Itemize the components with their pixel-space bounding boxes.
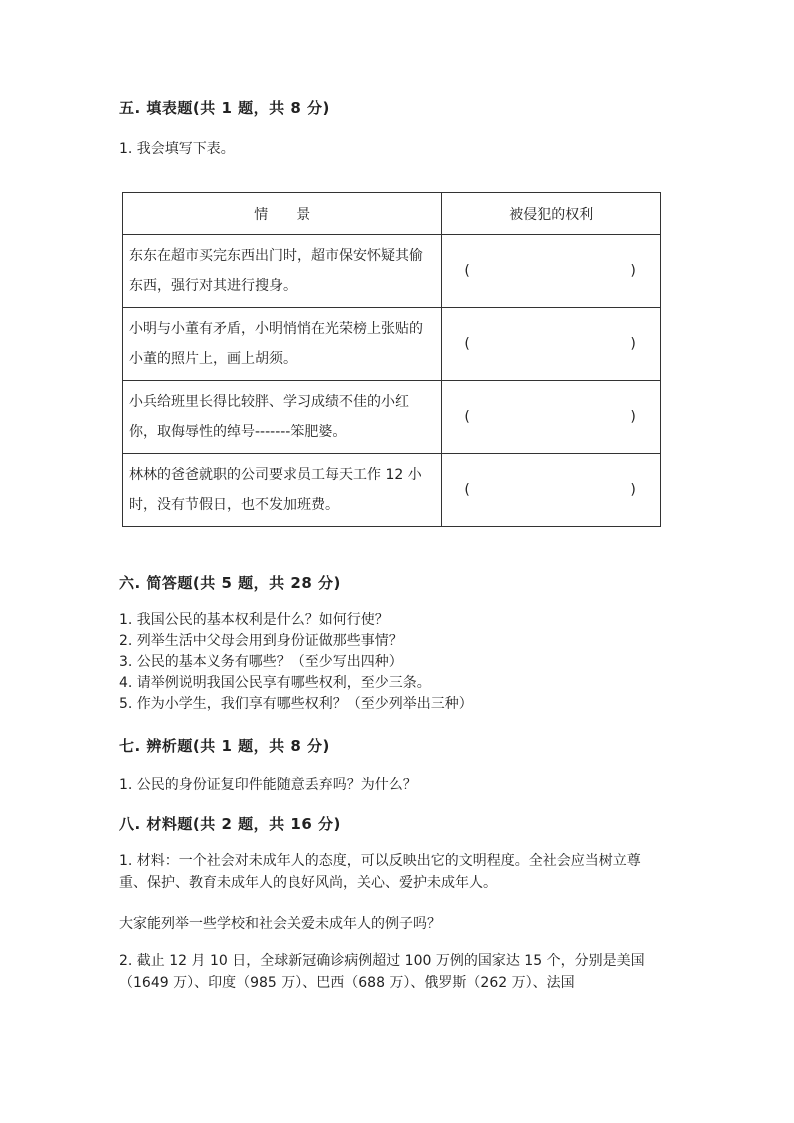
section-8-heading: 八. 材料题(共 2 题，共 16 分) (119, 815, 341, 833)
short-answer-list (119, 610, 473, 715)
answer-cell[interactable] (442, 454, 661, 527)
answer-cell[interactable] (442, 235, 661, 308)
section-5-question: 1. 我会填写下表。 (119, 141, 235, 157)
answer-cell[interactable] (442, 308, 661, 381)
header-scene: 情 景 (123, 193, 442, 235)
list-item: 2. 列举生活中父母会用到身份证做那些事情？ (119, 633, 403, 649)
list-item: 1. 我国公民的基本权利是什么？如何行使？ (119, 612, 389, 628)
section-6-heading: 六. 简答题(共 5 题，共 28 分) (119, 574, 341, 592)
list-item: 3. 公民的基本义务有哪些？（至少写出四种） (119, 654, 403, 670)
scene-cell: 小明与小董有矛盾，小明悄悄在光荣榜上张贴的小董的照片上，画上胡须。 (123, 308, 442, 381)
section-8-question-2: 2. 截止 12 月 10 日，全球新冠确诊病例超过 100 万例的国家达 15 个，分别是美国（1649 万）、印度（985 万）、巴西（688 万）、俄罗斯（262 万）、法国 (119, 953, 645, 991)
table-row (123, 235, 661, 308)
section-7-heading: 七. 辨析题(共 1 题，共 8 分) (119, 737, 330, 755)
close-paren: ) (630, 263, 636, 279)
section-5-heading: 五. 填表题(共 1 题，共 8 分) (119, 99, 330, 117)
close-paren: ) (630, 336, 636, 352)
answer-cell[interactable] (442, 381, 661, 454)
close-paren: ) (630, 409, 636, 425)
section-7-question: 1. 公民的身份证复印件能随意丢弃吗？为什么？ (119, 777, 417, 793)
table-header-row (123, 193, 661, 235)
section-8-material-1: 1. 材料：一个社会对未成年人的态度，可以反映出它的文明程度。全社会应当树立尊重、保护、教育未成年人的良好风尚，关心、爱护未成年人。 (119, 853, 641, 891)
open-paren: ( (464, 336, 470, 352)
scene-cell: 东东在超市买完东西出门时，超市保安怀疑其偷东西，强行对其进行搜身。 (123, 235, 442, 308)
header-violated-right: 被侵犯的权利 (442, 193, 661, 235)
table-row (123, 381, 661, 454)
scene-cell: 林林的爸爸就职的公司要求员工每天工作 12 小时，没有节假日，也不发加班费。 (123, 454, 442, 527)
rights-table (122, 192, 661, 527)
close-paren: ) (630, 482, 636, 498)
open-paren: ( (464, 263, 470, 279)
list-item: 4. 请举例说明我国公民享有哪些权利，至少三条。 (119, 675, 431, 691)
open-paren: ( (464, 409, 470, 425)
table-row (123, 454, 661, 527)
scene-cell: 小兵给班里长得比较胖、学习成绩不佳的小红你，取侮辱性的绰号-------笨肥婆。 (123, 381, 442, 454)
list-item: 5. 作为小学生，我们享有哪些权利？（至少列举出三种） (119, 696, 473, 712)
section-8-question-1: 大家能列举一些学校和社会关爱未成年人的例子吗？ (119, 916, 441, 932)
open-paren: ( (464, 482, 470, 498)
table-row (123, 308, 661, 381)
